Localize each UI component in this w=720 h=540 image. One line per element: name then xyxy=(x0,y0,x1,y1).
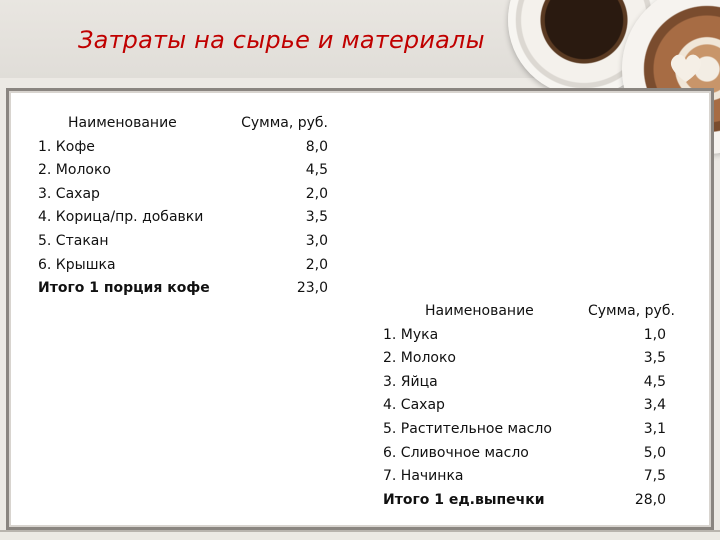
table-row xyxy=(383,324,683,348)
item-sum: 3,0 xyxy=(305,232,328,249)
item-name: 3. Яйца xyxy=(383,373,438,390)
item-name: 5. Стакан xyxy=(38,232,109,249)
item-sum: 4,5 xyxy=(643,373,666,390)
table-row xyxy=(38,254,338,278)
table-row xyxy=(383,347,683,371)
item-name: 3. Сахар xyxy=(38,185,100,202)
table-row xyxy=(383,418,683,442)
item-sum: 3,1 xyxy=(643,420,666,437)
column-header-name: Наименование xyxy=(68,115,177,131)
item-sum: 1,0 xyxy=(643,326,666,343)
item-name: 2. Молоко xyxy=(383,350,456,367)
item-sum: 3,4 xyxy=(643,397,666,414)
total-row xyxy=(383,489,683,513)
coffee-cost-table xyxy=(38,112,338,301)
table-row xyxy=(383,394,683,418)
item-sum: 3,5 xyxy=(305,209,328,226)
item-sum: 3,5 xyxy=(643,350,666,367)
table-row xyxy=(38,206,338,230)
table-row xyxy=(38,159,338,183)
table-row xyxy=(38,183,338,207)
total-row xyxy=(38,277,338,301)
item-name: 1. Мука xyxy=(383,326,439,343)
item-sum: 8,0 xyxy=(305,138,328,155)
table-row xyxy=(38,136,338,160)
item-name: 6. Сливочное масло xyxy=(383,444,529,461)
item-sum: 2,0 xyxy=(305,256,328,273)
column-header-name: Наименование xyxy=(425,303,534,319)
item-name: 4. Корица/пр. добавки xyxy=(38,209,204,226)
item-sum: 4,5 xyxy=(305,162,328,179)
item-name: 6. Крышка xyxy=(38,256,116,273)
item-sum: 5,0 xyxy=(643,444,666,461)
total-sum: 28,0 xyxy=(634,491,666,508)
total-label: Итого 1 порция кофе xyxy=(38,280,210,297)
item-sum: 2,0 xyxy=(305,185,328,202)
table-row xyxy=(383,465,683,489)
table-header xyxy=(383,300,683,324)
table-row xyxy=(383,442,683,466)
table-row xyxy=(38,230,338,254)
bottom-divider xyxy=(0,530,720,532)
item-sum: 7,5 xyxy=(643,468,666,485)
item-name: 4. Сахар xyxy=(383,397,445,414)
pastry-cost-table xyxy=(383,300,683,512)
item-name: 2. Молоко xyxy=(38,162,111,179)
heart-foam-icon xyxy=(668,52,704,84)
table-header xyxy=(38,112,338,136)
item-name: 7. Начинка xyxy=(383,468,464,485)
table-row xyxy=(383,371,683,395)
column-header-sum: Сумма, руб. xyxy=(588,303,675,319)
total-sum: 23,0 xyxy=(296,280,328,297)
item-name: 5. Растительное масло xyxy=(383,420,552,437)
column-header-sum: Сумма, руб. xyxy=(241,115,328,131)
slide-title: Затраты на сырье и материалы xyxy=(78,26,485,54)
total-label: Итого 1 ед.выпечки xyxy=(383,491,545,508)
item-name: 1. Кофе xyxy=(38,138,95,155)
